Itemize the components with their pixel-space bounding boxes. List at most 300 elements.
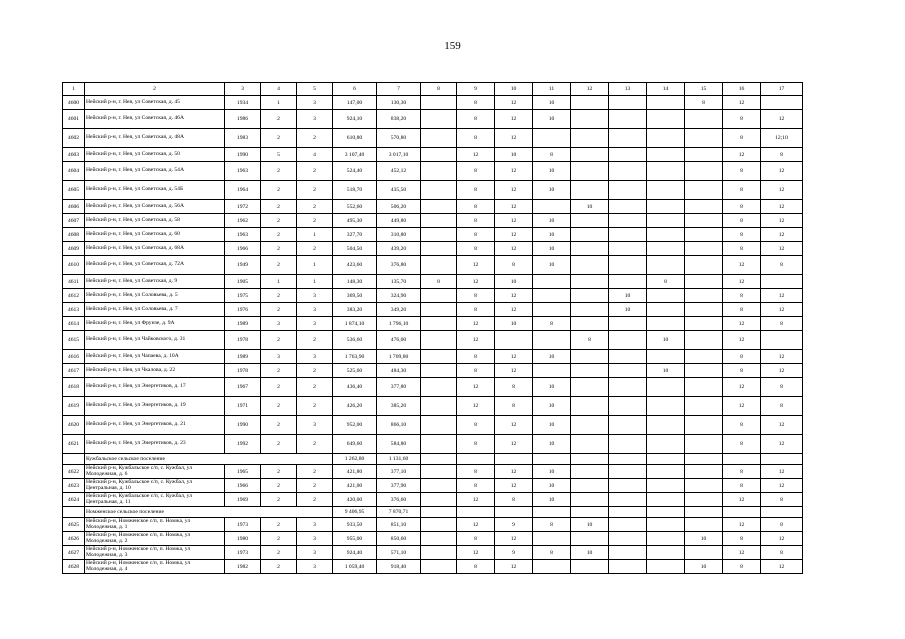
table-cell bbox=[421, 493, 457, 507]
floors: 1 bbox=[261, 275, 297, 289]
entrances: 2 bbox=[297, 465, 333, 479]
table-cell bbox=[685, 493, 723, 507]
column-number-9: 9 bbox=[457, 83, 495, 96]
row-number: 4621 bbox=[63, 435, 85, 454]
address: Нейский р-н, г. Нея, ул Советская, д. 58 bbox=[85, 214, 225, 228]
table-cell bbox=[533, 454, 571, 465]
row-number: 4622 bbox=[63, 465, 85, 479]
entrances: 1 bbox=[297, 275, 333, 289]
address: Нейский р-н, г. Нея, ул Советская, д. 60 bbox=[85, 228, 225, 242]
table-row bbox=[63, 397, 803, 416]
address: Нейский р-н, Кужбальское с/п, с. Кужбал, ул Центральная, д. 10 bbox=[85, 479, 225, 493]
table-cell: 10 bbox=[571, 546, 609, 560]
table-cell: 8 bbox=[723, 532, 761, 546]
build-year: 1990 bbox=[225, 416, 261, 435]
table-cell bbox=[609, 479, 647, 493]
table-cell: 8 bbox=[723, 242, 761, 256]
entrances: 1 bbox=[297, 228, 333, 242]
table-cell: 12;10 bbox=[761, 129, 803, 148]
table-cell bbox=[571, 479, 609, 493]
table-cell bbox=[647, 242, 685, 256]
row-number: 4618 bbox=[63, 378, 85, 397]
table-cell: 8 bbox=[533, 546, 571, 560]
build-year: 1963 bbox=[225, 228, 261, 242]
build-year: 1978 bbox=[225, 364, 261, 378]
table-cell: 12 bbox=[457, 275, 495, 289]
table-cell bbox=[647, 378, 685, 397]
total-area: 524,40 bbox=[333, 162, 377, 181]
table-cell bbox=[685, 546, 723, 560]
total-area: 369,50 bbox=[333, 289, 377, 303]
living-area: 571,10 bbox=[377, 546, 421, 560]
table-cell bbox=[609, 162, 647, 181]
entrances: 2 bbox=[297, 378, 333, 397]
table-cell: 8 bbox=[647, 275, 685, 289]
address: Нейский р-н, Номженское с/п, п. Номжа, ул Молодежная, д. 3 bbox=[85, 546, 225, 560]
table-cell: 8 bbox=[685, 96, 723, 110]
table-cell: 8 bbox=[457, 532, 495, 546]
total-area: 1 874,10 bbox=[333, 317, 377, 331]
table-cell: 12 bbox=[457, 518, 495, 532]
total-area: 504,50 bbox=[333, 242, 377, 256]
row-number: 4602 bbox=[63, 129, 85, 148]
living-area: 506,20 bbox=[377, 200, 421, 214]
row-number: 4625 bbox=[63, 518, 85, 532]
table-cell bbox=[571, 110, 609, 129]
table-cell: 8 bbox=[723, 465, 761, 479]
row-number: 4611 bbox=[63, 275, 85, 289]
table-row bbox=[63, 242, 803, 256]
table-cell: 10 bbox=[647, 331, 685, 350]
entrances: 4 bbox=[297, 148, 333, 162]
table-cell: 12 bbox=[495, 200, 533, 214]
table-cell bbox=[421, 378, 457, 397]
living-area: 377,90 bbox=[377, 479, 421, 493]
table-cell: 10 bbox=[647, 364, 685, 378]
table-cell bbox=[609, 256, 647, 275]
row-number: 4628 bbox=[63, 560, 85, 574]
row-number: 4617 bbox=[63, 364, 85, 378]
table-cell bbox=[647, 303, 685, 317]
column-number-14: 14 bbox=[647, 83, 685, 96]
table-cell: 12 bbox=[761, 465, 803, 479]
table-cell bbox=[647, 397, 685, 416]
table-cell: 10 bbox=[495, 148, 533, 162]
table-cell bbox=[609, 560, 647, 574]
table-row bbox=[63, 493, 803, 507]
table-row bbox=[63, 518, 803, 532]
table-cell: 12 bbox=[495, 303, 533, 317]
table-cell bbox=[685, 162, 723, 181]
table-cell: 10 bbox=[533, 493, 571, 507]
table-cell bbox=[533, 129, 571, 148]
table-cell: 10 bbox=[571, 200, 609, 214]
floors: 2 bbox=[261, 200, 297, 214]
table-cell: 12 bbox=[723, 148, 761, 162]
table-cell bbox=[647, 129, 685, 148]
table-cell: 8 bbox=[723, 303, 761, 317]
table-cell bbox=[421, 435, 457, 454]
build-year: 1976 bbox=[225, 303, 261, 317]
table-cell: 12 bbox=[457, 378, 495, 397]
floors: 2 bbox=[261, 479, 297, 493]
table-cell bbox=[421, 148, 457, 162]
living-area: 135,70 bbox=[377, 275, 421, 289]
table-cell: 8 bbox=[723, 200, 761, 214]
table-cell: 12 bbox=[761, 350, 803, 364]
table-cell: 12 bbox=[761, 110, 803, 129]
entrances: 3 bbox=[297, 317, 333, 331]
table-cell bbox=[421, 364, 457, 378]
table-cell: 12 bbox=[761, 214, 803, 228]
column-number-16: 16 bbox=[723, 83, 761, 96]
table-cell bbox=[571, 214, 609, 228]
floors: 2 bbox=[261, 162, 297, 181]
build-year: 1975 bbox=[225, 289, 261, 303]
table-cell: 12 bbox=[457, 493, 495, 507]
table-cell bbox=[571, 532, 609, 546]
table-cell bbox=[685, 435, 723, 454]
table-row bbox=[63, 364, 803, 378]
floors: 2 bbox=[261, 532, 297, 546]
table-cell bbox=[421, 518, 457, 532]
total-area: 421,00 bbox=[333, 479, 377, 493]
table-cell: 12 bbox=[495, 479, 533, 493]
settlement-name: Номженское сельское поселение bbox=[85, 507, 333, 518]
row-number: 4608 bbox=[63, 228, 85, 242]
address: Нейский р-н, г. Нея, ул Энергетиков, д. 19 bbox=[85, 397, 225, 416]
floors: 2 bbox=[261, 364, 297, 378]
table-cell: 10 bbox=[533, 378, 571, 397]
build-year: 1969 bbox=[225, 493, 261, 507]
column-number-4: 4 bbox=[261, 83, 297, 96]
table-cell bbox=[685, 289, 723, 303]
table-cell bbox=[609, 331, 647, 350]
entrances: 2 bbox=[297, 181, 333, 200]
table-cell: 8 bbox=[457, 479, 495, 493]
address: Нейский р-н, Номженское с/п, п. Номжа, ул Молодежная, д. 2 bbox=[85, 532, 225, 546]
table-cell bbox=[647, 507, 685, 518]
table-cell bbox=[421, 162, 457, 181]
table-cell: 12 bbox=[723, 96, 761, 110]
living-area: 3 017,10 bbox=[377, 148, 421, 162]
table-cell bbox=[421, 228, 457, 242]
table-cell: 12 bbox=[761, 289, 803, 303]
table-cell bbox=[685, 181, 723, 200]
floors: 3 bbox=[261, 317, 297, 331]
table-cell: 9 bbox=[495, 518, 533, 532]
table-cell: 12 bbox=[495, 289, 533, 303]
column-number-6: 6 bbox=[333, 83, 377, 96]
table-cell: 12 bbox=[723, 317, 761, 331]
address: Нейский р-н, г. Нея, ул Советская, д. 68А bbox=[85, 242, 225, 256]
entrances: 3 bbox=[297, 546, 333, 560]
table-cell: 8 bbox=[457, 228, 495, 242]
total-area: 924,10 bbox=[333, 110, 377, 129]
table-cell: 8 bbox=[761, 493, 803, 507]
table-row bbox=[63, 96, 803, 110]
table-cell bbox=[533, 507, 571, 518]
floors: 2 bbox=[261, 303, 297, 317]
table-cell bbox=[421, 465, 457, 479]
table-cell bbox=[571, 465, 609, 479]
table-cell: 8 bbox=[723, 162, 761, 181]
total-area: 1 059,40 bbox=[333, 560, 377, 574]
table-cell: 10 bbox=[533, 96, 571, 110]
table-cell: 8 bbox=[533, 317, 571, 331]
table-cell bbox=[609, 110, 647, 129]
table-cell bbox=[609, 148, 647, 162]
table-cell: 12 bbox=[457, 317, 495, 331]
living-area: 838,20 bbox=[377, 110, 421, 129]
total-area: 421,80 bbox=[333, 465, 377, 479]
total-area: 423,60 bbox=[333, 256, 377, 275]
table-cell bbox=[421, 397, 457, 416]
table-row bbox=[63, 275, 803, 289]
table-cell bbox=[685, 303, 723, 317]
row-number: 4606 bbox=[63, 200, 85, 214]
table-cell: 12 bbox=[723, 397, 761, 416]
floors: 2 bbox=[261, 110, 297, 129]
address: Нейский р-н, г. Нея, ул Советская, д. 54Б bbox=[85, 181, 225, 200]
living-area: 310,80 bbox=[377, 228, 421, 242]
table-cell: 8 bbox=[723, 181, 761, 200]
table-row bbox=[63, 214, 803, 228]
row-number: 4619 bbox=[63, 397, 85, 416]
table-cell: 12 bbox=[495, 96, 533, 110]
table-cell: 12 bbox=[457, 331, 495, 350]
table-cell: 12 bbox=[495, 435, 533, 454]
floors: 2 bbox=[261, 228, 297, 242]
column-number-7: 7 bbox=[377, 83, 421, 96]
table-cell: 8 bbox=[761, 148, 803, 162]
table-cell: 8 bbox=[723, 479, 761, 493]
table-cell bbox=[571, 96, 609, 110]
column-number-5: 5 bbox=[297, 83, 333, 96]
living-area: 130,30 bbox=[377, 96, 421, 110]
table-cell: 8 bbox=[761, 397, 803, 416]
table-cell bbox=[571, 256, 609, 275]
table-cell: 8 bbox=[761, 256, 803, 275]
living-area: 452,12 bbox=[377, 162, 421, 181]
table-cell: 8 bbox=[457, 200, 495, 214]
living-area: 584,80 bbox=[377, 435, 421, 454]
table-cell bbox=[533, 303, 571, 317]
table-cell: 12 bbox=[495, 532, 533, 546]
build-year: 1905 bbox=[225, 275, 261, 289]
table-cell: 12 bbox=[761, 228, 803, 242]
table-cell: 8 bbox=[495, 256, 533, 275]
floors: 2 bbox=[261, 416, 297, 435]
table-cell bbox=[647, 560, 685, 574]
table-cell bbox=[647, 317, 685, 331]
column-number-10: 10 bbox=[495, 83, 533, 96]
entrances: 2 bbox=[297, 200, 333, 214]
entrances: 2 bbox=[297, 162, 333, 181]
row-number: 4613 bbox=[63, 303, 85, 317]
table-cell bbox=[647, 416, 685, 435]
total-area: 610,80 bbox=[333, 129, 377, 148]
row-number: 4614 bbox=[63, 317, 85, 331]
floors: 2 bbox=[261, 493, 297, 507]
total-area: 436,40 bbox=[333, 378, 377, 397]
entrances: 3 bbox=[297, 96, 333, 110]
table-cell bbox=[647, 546, 685, 560]
table-cell: 10 bbox=[533, 214, 571, 228]
table-cell: 12 bbox=[723, 378, 761, 397]
address: Нейский р-н, г. Нея, ул Соловьева, д. 5 bbox=[85, 289, 225, 303]
table-cell bbox=[533, 200, 571, 214]
table-cell bbox=[609, 532, 647, 546]
row-number: 4603 bbox=[63, 148, 85, 162]
table-cell bbox=[685, 454, 723, 465]
table-cell: 12 bbox=[723, 275, 761, 289]
table-cell: 12 bbox=[457, 256, 495, 275]
table-cell: 8 bbox=[495, 397, 533, 416]
entrances: 2 bbox=[297, 129, 333, 148]
row-number: 4626 bbox=[63, 532, 85, 546]
table-cell bbox=[571, 416, 609, 435]
column-number-12: 12 bbox=[571, 83, 609, 96]
total-area: 327,70 bbox=[333, 228, 377, 242]
row-number: 4609 bbox=[63, 242, 85, 256]
table-cell: 10 bbox=[685, 532, 723, 546]
living-area: 376,60 bbox=[377, 493, 421, 507]
table-cell bbox=[685, 256, 723, 275]
build-year: 1980 bbox=[225, 532, 261, 546]
table-cell bbox=[571, 454, 609, 465]
table-cell: 12 bbox=[761, 560, 803, 574]
table-cell bbox=[457, 454, 495, 465]
table-cell bbox=[609, 200, 647, 214]
table-cell bbox=[571, 129, 609, 148]
table-cell bbox=[685, 397, 723, 416]
table-cell: 12 bbox=[495, 560, 533, 574]
settlement-subtotal-row bbox=[63, 454, 803, 465]
table-cell bbox=[571, 350, 609, 364]
table-cell: 12 bbox=[723, 546, 761, 560]
table-cell: 12 bbox=[761, 303, 803, 317]
table-cell: 8 bbox=[457, 110, 495, 129]
table-cell bbox=[761, 507, 803, 518]
floors: 2 bbox=[261, 560, 297, 574]
table-cell bbox=[609, 350, 647, 364]
table-cell: 10 bbox=[533, 350, 571, 364]
table-cell bbox=[609, 493, 647, 507]
row-number: 4615 bbox=[63, 331, 85, 350]
column-number-2: 2 bbox=[85, 83, 225, 96]
row-number: 4623 bbox=[63, 479, 85, 493]
floors: 2 bbox=[261, 465, 297, 479]
table-cell: 10 bbox=[533, 435, 571, 454]
table-cell bbox=[685, 465, 723, 479]
table-cell: 8 bbox=[457, 214, 495, 228]
table-cell bbox=[647, 148, 685, 162]
table-cell: 12 bbox=[495, 214, 533, 228]
build-year: 1986 bbox=[225, 110, 261, 129]
living-area: 1 709,80 bbox=[377, 350, 421, 364]
address: Нейский р-н, Номженское с/п, п. Номжа, ул Молодежная, д. 1 bbox=[85, 518, 225, 532]
table-cell: 8 bbox=[723, 110, 761, 129]
floors: 2 bbox=[261, 435, 297, 454]
table-row bbox=[63, 479, 803, 493]
address: Нейский р-н, г. Нея, ул Советская, д. 54А bbox=[85, 162, 225, 181]
table-cell bbox=[533, 560, 571, 574]
table-cell bbox=[421, 317, 457, 331]
total-area: 924,40 bbox=[333, 546, 377, 560]
table-cell: 8 bbox=[761, 378, 803, 397]
table-cell bbox=[647, 228, 685, 242]
table-cell bbox=[63, 454, 85, 465]
table-cell bbox=[685, 350, 723, 364]
table-cell: 12 bbox=[723, 493, 761, 507]
address: Нейский р-н, г. Нея, ул Соловьева, д. 7 bbox=[85, 303, 225, 317]
table-cell bbox=[571, 289, 609, 303]
table-cell bbox=[571, 242, 609, 256]
table-cell: 10 bbox=[571, 518, 609, 532]
living-area: 349,20 bbox=[377, 303, 421, 317]
row-number: 4600 bbox=[63, 96, 85, 110]
table-cell: 12 bbox=[761, 416, 803, 435]
living-area: 476,00 bbox=[377, 331, 421, 350]
table-cell: 12 bbox=[495, 416, 533, 435]
table-cell bbox=[609, 546, 647, 560]
address: Нейский р-н, г. Нея, ул Советская, д. 56А bbox=[85, 200, 225, 214]
total-area: 552,60 bbox=[333, 200, 377, 214]
table-cell bbox=[609, 181, 647, 200]
table-row bbox=[63, 350, 803, 364]
table-cell bbox=[647, 200, 685, 214]
total-area: 495,30 bbox=[333, 214, 377, 228]
settlement-name: Кужбальское сельское поселение bbox=[85, 454, 333, 465]
table-cell bbox=[609, 454, 647, 465]
entrances: 2 bbox=[297, 479, 333, 493]
address: Нейский р-н, г. Нея, ул Энергетиков, д. 17 bbox=[85, 378, 225, 397]
table-cell: 8 bbox=[457, 350, 495, 364]
column-number-1: 1 bbox=[63, 83, 85, 96]
table-cell: 8 bbox=[723, 228, 761, 242]
row-number: 4624 bbox=[63, 493, 85, 507]
table-row bbox=[63, 532, 803, 546]
total-area: 3 107,40 bbox=[333, 148, 377, 162]
address: Нейский р-н, г. Нея, ул Чапаева, д. 10А bbox=[85, 350, 225, 364]
table-body bbox=[63, 83, 803, 574]
table-cell: 12 bbox=[761, 479, 803, 493]
column-number-11: 11 bbox=[533, 83, 571, 96]
total-area: 1 763,90 bbox=[333, 350, 377, 364]
build-year: 1982 bbox=[225, 560, 261, 574]
table-cell bbox=[647, 479, 685, 493]
table-cell: 12 bbox=[761, 162, 803, 181]
table-cell: 10 bbox=[533, 256, 571, 275]
table-row bbox=[63, 162, 803, 181]
living-area: 385,20 bbox=[377, 397, 421, 416]
address: Нейский р-н, г. Нея, ул Чайковского, д. 31 bbox=[85, 331, 225, 350]
table-cell: 10 bbox=[495, 275, 533, 289]
table-cell: 12 bbox=[457, 546, 495, 560]
table-row bbox=[63, 465, 803, 479]
column-number-8: 8 bbox=[421, 83, 457, 96]
table-cell: 8 bbox=[723, 289, 761, 303]
build-year: 1989 bbox=[225, 317, 261, 331]
table-cell bbox=[421, 546, 457, 560]
entrances: 3 bbox=[297, 532, 333, 546]
table-cell bbox=[647, 96, 685, 110]
table-row bbox=[63, 546, 803, 560]
table-cell bbox=[571, 162, 609, 181]
entrances: 1 bbox=[297, 256, 333, 275]
table-cell bbox=[533, 532, 571, 546]
